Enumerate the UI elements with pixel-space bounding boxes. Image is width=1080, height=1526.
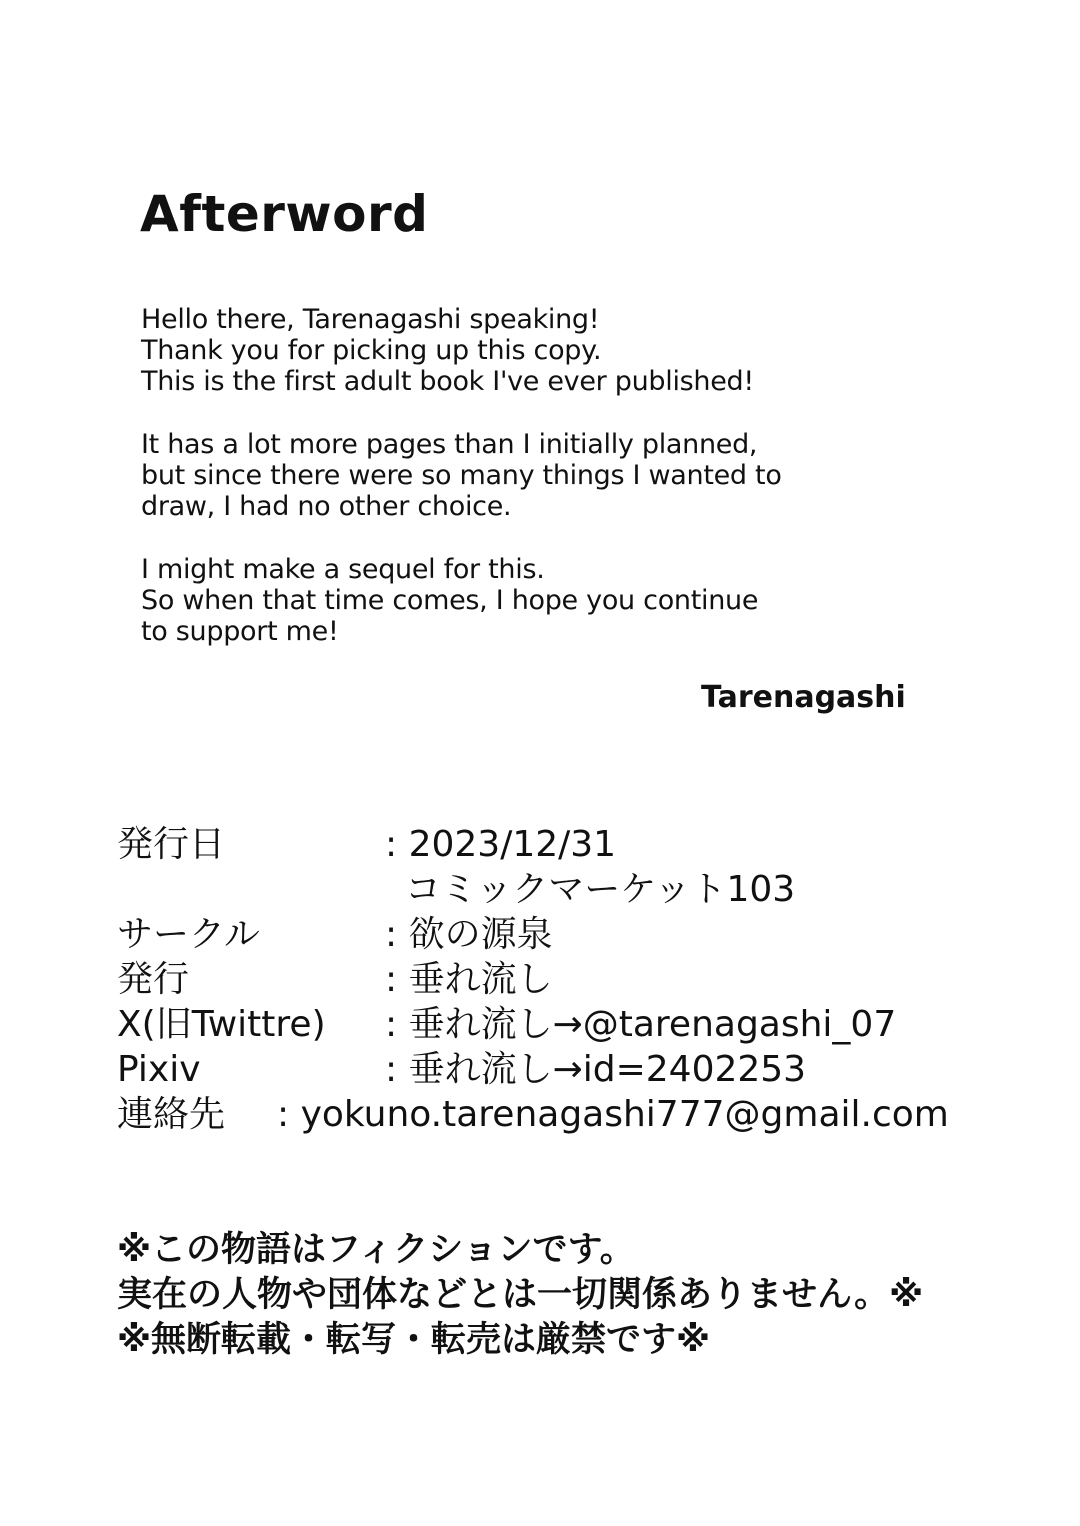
paragraph-line: Hello there, Tarenagashi speaking! bbox=[141, 304, 600, 335]
colophon-value: : 欲の源泉 bbox=[385, 914, 553, 955]
page-title: Afterword bbox=[140, 185, 429, 243]
note-line: 実在の人物や団体などとは一切関係ありません。※ bbox=[117, 1275, 924, 1315]
legal-notes bbox=[117, 1228, 1017, 1363]
colophon-label: 発行日 bbox=[117, 824, 226, 865]
paragraph-sequel bbox=[141, 554, 961, 647]
colophon-value: : 垂れ流し bbox=[385, 959, 553, 1000]
colophon-label: サークル bbox=[117, 914, 260, 955]
paragraph-line: This is the first adult book I've ever published! bbox=[141, 366, 754, 397]
paragraph-line: to support me! bbox=[141, 616, 339, 647]
colophon-value: : 垂れ流し→@tarenagashi_07 bbox=[385, 1004, 897, 1045]
paragraph-line: It has a lot more pages than I initially planned, bbox=[141, 429, 758, 460]
paragraph-line: but since there were so many things I wanted to bbox=[141, 460, 782, 491]
colophon-label: Pixiv bbox=[117, 1049, 201, 1090]
paragraph-line: I might make a sequel for this. bbox=[141, 554, 545, 585]
paragraph-line: draw, I had no other choice. bbox=[141, 491, 512, 522]
author-signature: Tarenagashi bbox=[701, 680, 906, 715]
paragraph-pages bbox=[141, 429, 961, 522]
note-line: ※この物語はフィクションです。 bbox=[117, 1230, 635, 1270]
colophon-value: : 垂れ流し→id=2402253 bbox=[385, 1049, 807, 1090]
colophon-label: 連絡先 bbox=[117, 1094, 226, 1135]
colophon-value-email: : yokuno.tarenagashi777@gmail.com bbox=[277, 1094, 949, 1135]
paragraph-greeting bbox=[141, 304, 961, 397]
colophon-value: : 2023/12/31 bbox=[385, 824, 617, 865]
colophon-label: X(旧Twittre) bbox=[117, 1004, 326, 1045]
colophon-value-event: コミックマーケット103 bbox=[405, 869, 796, 910]
note-line: ※無断転載・転写・転売は厳禁です※ bbox=[117, 1320, 711, 1360]
colophon-label: 発行 bbox=[117, 959, 190, 1000]
paragraph-line: Thank you for picking up this copy. bbox=[141, 335, 602, 366]
paragraph-line: So when that time comes, I hope you continue bbox=[141, 585, 759, 616]
